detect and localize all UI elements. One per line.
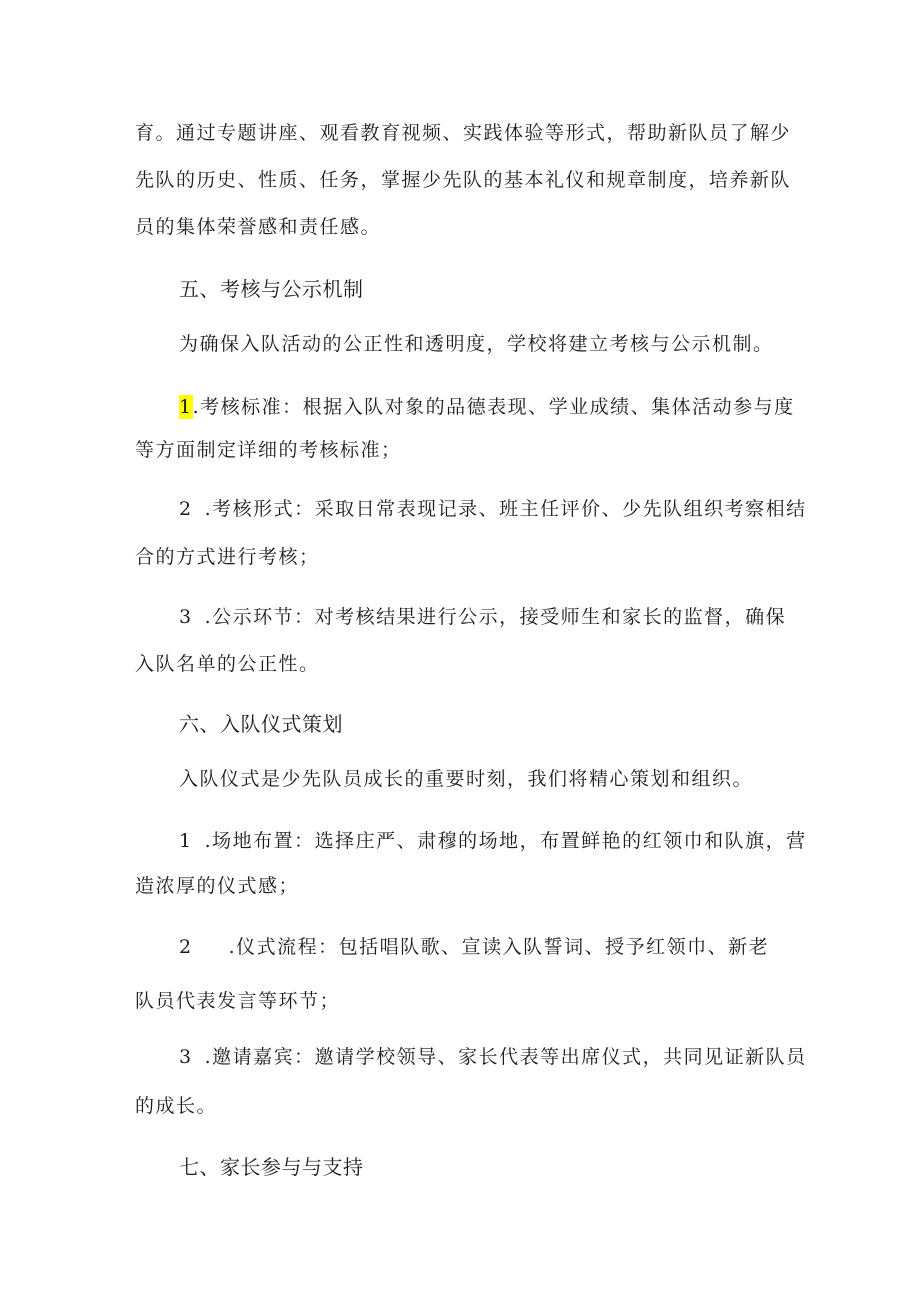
list-item-line bbox=[179, 395, 795, 419]
item-text: .邀请嘉宾：邀请学校领导、家长代表等出席仪式，共同见证新队员 bbox=[204, 1046, 807, 1068]
item-number: 3 bbox=[179, 1046, 193, 1068]
list-item-line bbox=[179, 935, 769, 959]
paragraph-line: 员的集体荣誉感和责任感。 bbox=[135, 216, 382, 238]
section-heading-6: 六、入队仪式策划 bbox=[179, 712, 343, 736]
section-heading-7: 七、家长参与与支持 bbox=[179, 1155, 364, 1179]
item-number-highlighted: 1 bbox=[179, 396, 193, 418]
list-item-line bbox=[179, 829, 807, 853]
item-text: .场地布置：选择庄严、肃穆的场地，布置鲜艳的红领巾和队旗，营 bbox=[204, 830, 807, 852]
item-text: .公示环节：对考核结果进行公示，接受师生和家长的监督，确保 bbox=[204, 606, 787, 628]
list-item-line bbox=[179, 497, 807, 521]
section-heading-5: 五、考核与公示机制 bbox=[179, 277, 364, 301]
paragraph-line: 育。通过专题讲座、观看教育视频、实践体验等形式，帮助新队员了解少 bbox=[135, 122, 792, 144]
section-intro: 为确保入队活动的公正性和透明度，学校将建立考核与公示机制。 bbox=[179, 333, 774, 355]
item-number: 2 bbox=[179, 498, 193, 520]
item-text: .考核标准：根据入队对象的品德表现、学业成绩、集体活动参与度 bbox=[192, 396, 795, 418]
item-number: 3 bbox=[179, 606, 193, 628]
list-item-line bbox=[179, 605, 786, 629]
list-item-continuation: 入队名单的公正性。 bbox=[135, 653, 320, 675]
list-item-continuation: 的成长。 bbox=[135, 1095, 218, 1117]
list-item-line bbox=[179, 1045, 807, 1069]
list-item-continuation: 等方面制定详细的考核标准； bbox=[135, 439, 402, 461]
list-item-continuation: 队员代表发言等环节； bbox=[135, 990, 341, 1012]
list-item-continuation: 造浓厚的仪式感； bbox=[135, 875, 300, 897]
section-intro: 入队仪式是少先队员成长的重要时刻，我们将精心策划和组织。 bbox=[179, 768, 754, 790]
item-text: .仪式流程：包括唱队歌、宣读入队誓词、授予红领巾、新老 bbox=[228, 936, 770, 958]
list-item-continuation: 合的方式进行考核； bbox=[135, 546, 320, 568]
item-number: 1 bbox=[179, 830, 193, 852]
item-text: .考核形式：采取日常表现记录、班主任评价、少先队组织考察相结 bbox=[204, 498, 807, 520]
paragraph-line: 先队的历史、性质、任务，掌握少先队的基本礼仪和规章制度，培养新队 bbox=[135, 169, 792, 191]
item-number: 2 bbox=[179, 936, 193, 958]
